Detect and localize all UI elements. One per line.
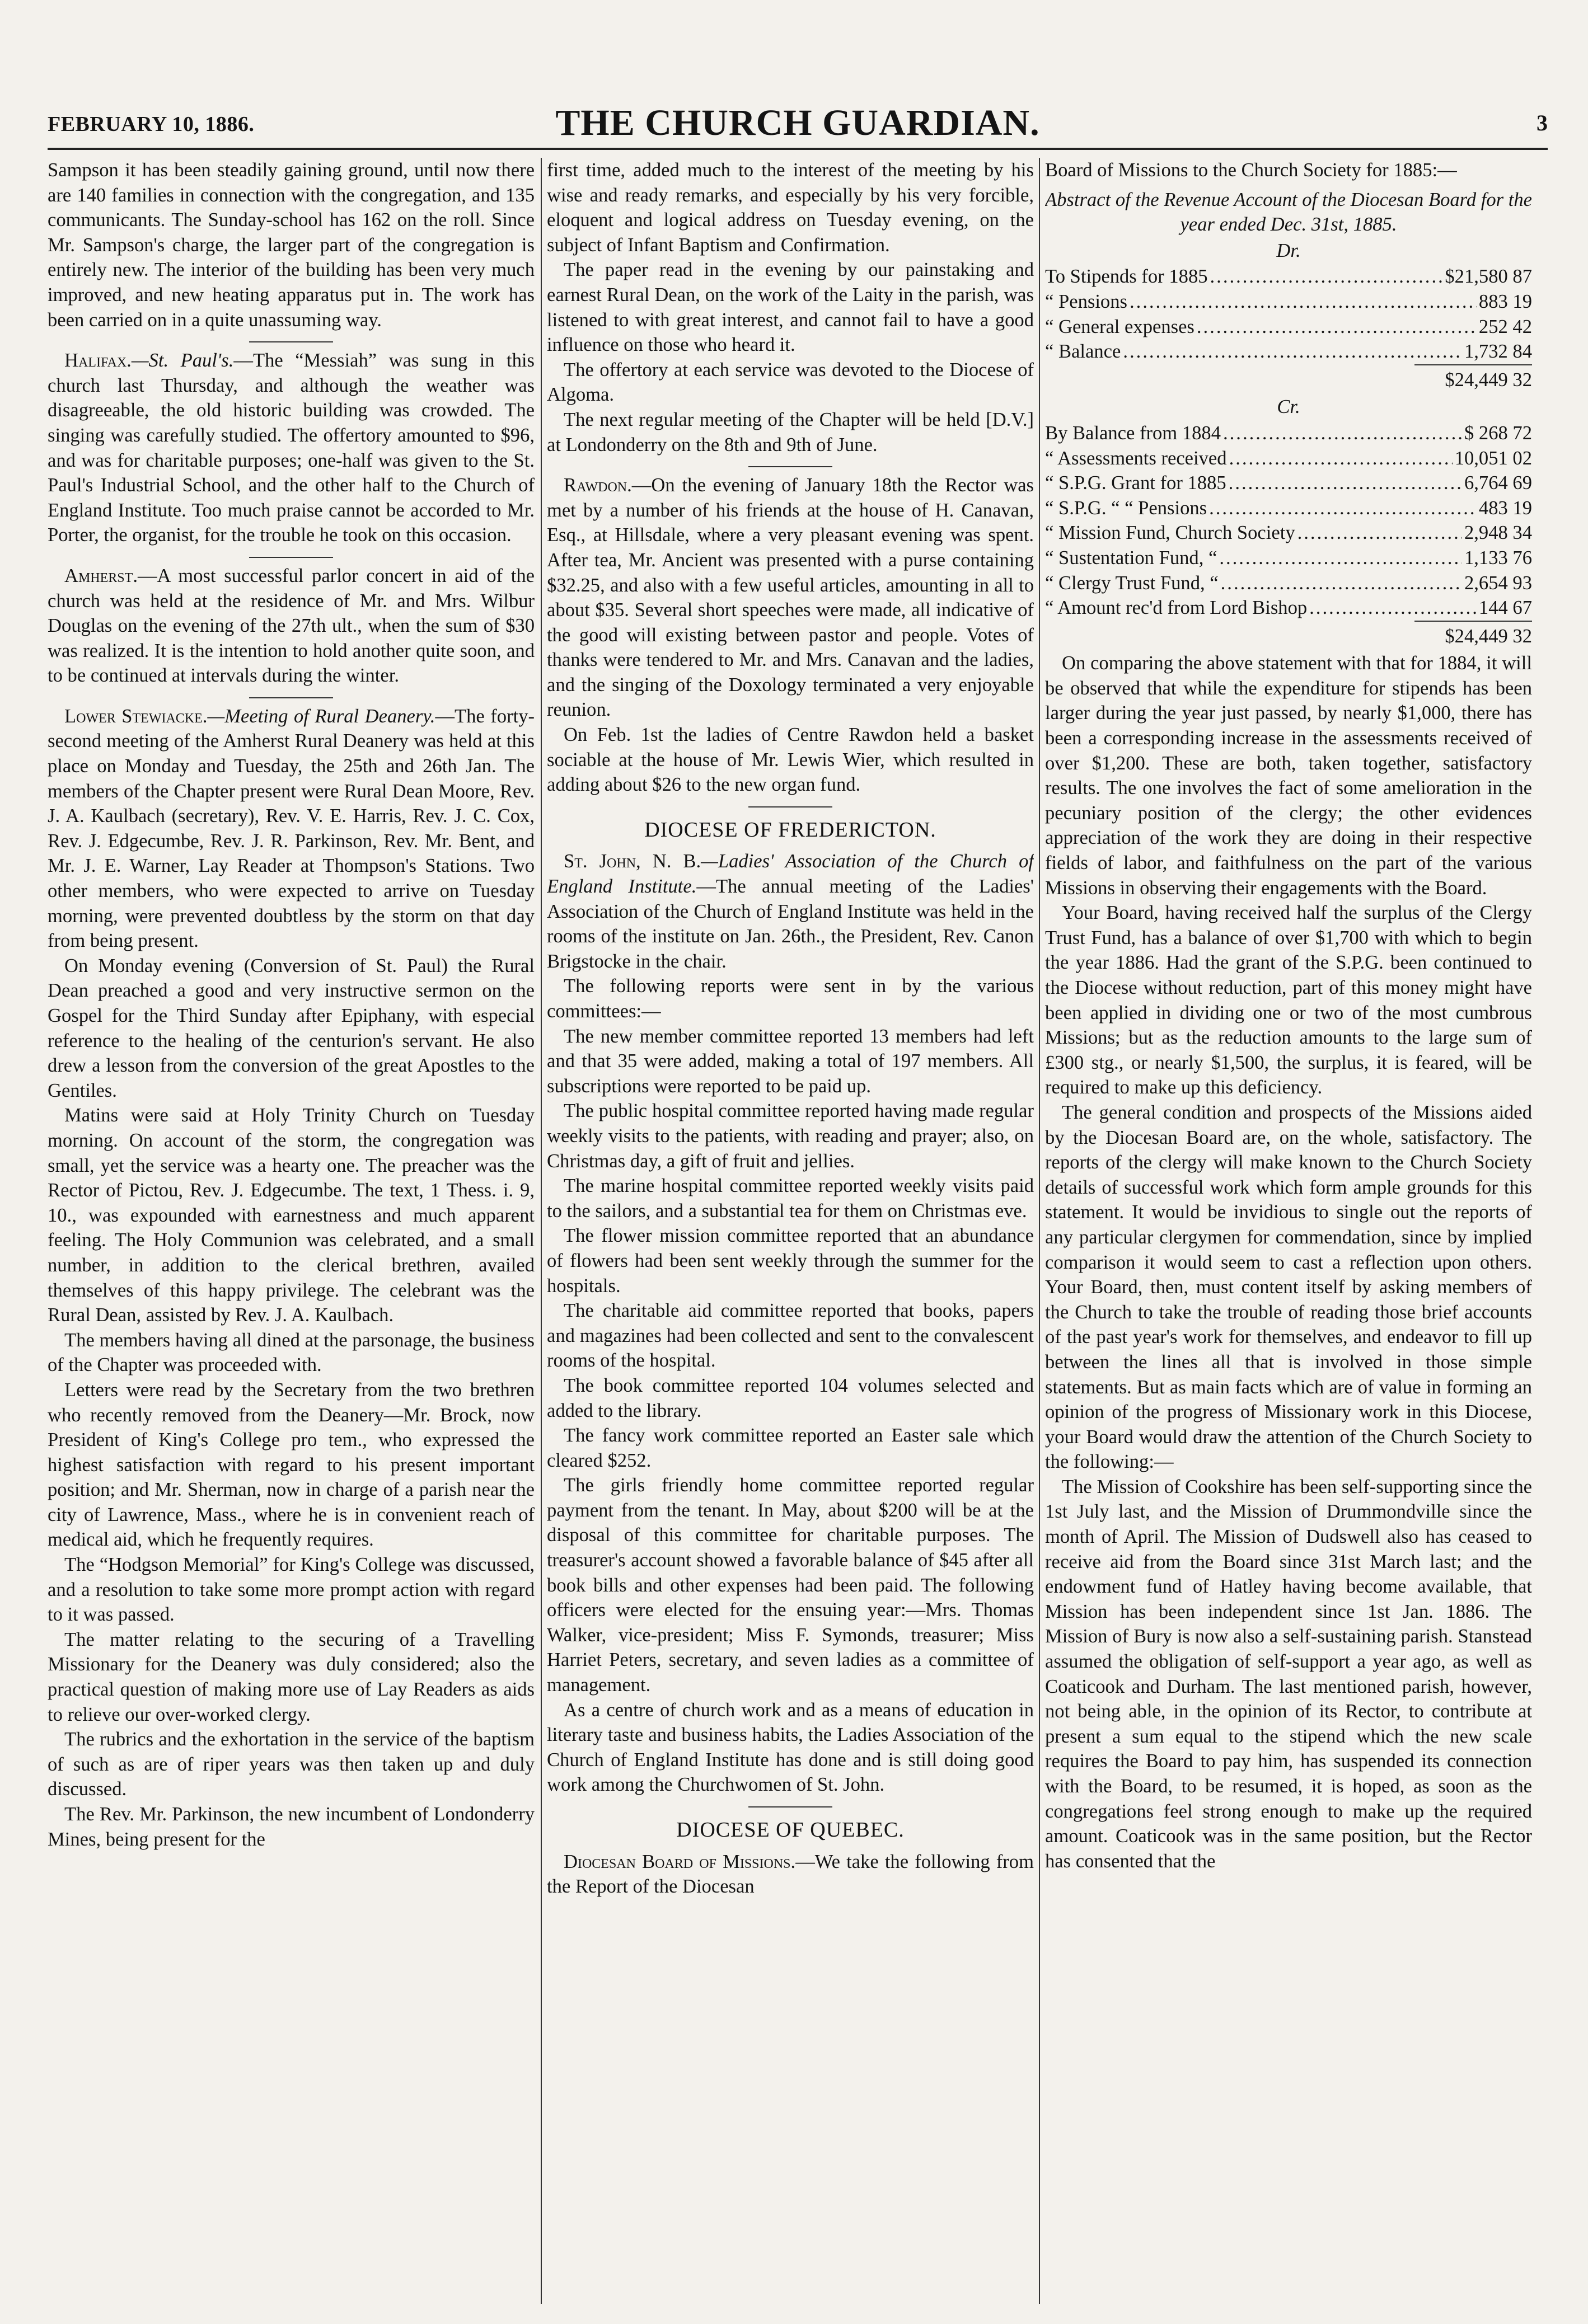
account-row bbox=[1045, 496, 1532, 521]
leader-dots bbox=[1123, 339, 1462, 364]
place-name: Rawdon. bbox=[564, 475, 632, 496]
column-3-body bbox=[1045, 651, 1532, 1874]
place-name: Halifax. bbox=[64, 350, 132, 372]
paragraph bbox=[48, 1378, 535, 1552]
leader-dots bbox=[1209, 496, 1477, 521]
account-amount: 2,654 93 bbox=[1464, 572, 1532, 594]
account-row bbox=[1045, 289, 1532, 314]
debit-entries bbox=[1045, 264, 1532, 364]
place-name: Amherst. bbox=[64, 565, 138, 586]
paragraph bbox=[547, 1298, 1034, 1373]
paragraph bbox=[547, 1473, 1034, 1697]
account-label: By Balance from 1884 bbox=[1045, 422, 1221, 444]
paragraph-text: —The forty-second meeting of the Amherst Rural Deanery was held at this place on Monday and Tuesday, the 25th and 26th Jan. The members of the Chapter present were Rural Dean Moore, Rev. J. A. Kaulbach (secretary), Rev. V. E. Harris, Rev. J. C. Cox, Rev. J. Edgecumbe, Rev. J. R. Parkinson, Rev. Mr. Bent, and Mr. J. E. Warner, Lay Reader at Thompson's Stations. Two other members, who were expected to arrive on Tuesday morning, were prevented doubtless by the storm on that day from being present. bbox=[48, 705, 535, 952]
account-amount: 1,133 76 bbox=[1464, 547, 1532, 569]
paragraph bbox=[547, 1024, 1034, 1099]
issue-date: FEBRUARY 10, 1886. bbox=[48, 112, 255, 136]
leader-dots bbox=[1229, 446, 1453, 471]
paragraph bbox=[1045, 900, 1532, 1100]
paragraph-text: Matins were said at Holy Trinity Church on Tuesday morning. On account of the storm, the congregation was small, yet the service was a hearty one. The preacher was the Rector of Pictou, Rev. J. Edgecumbe. The text, 1 Thess. i. 9, 10., was expounded with earnestness and much apparent feeling. The Holy Communion was celebrated, and a small number, in addition to the clerical brethren, availed themselves of this happy privilege. The celebrant was the Rural Dean, assisted by Rev. J. A. Kaulbach. bbox=[48, 1105, 535, 1326]
paragraph-text: The rubrics and the exhortation in the service of the baptism of such as are of riper years was then taken up and duly discussed. bbox=[48, 1729, 535, 1800]
leader-dots bbox=[1309, 595, 1477, 621]
paragraph bbox=[547, 407, 1034, 457]
account-row bbox=[1045, 446, 1532, 471]
masthead-rule bbox=[48, 148, 1548, 150]
paragraph-text: On Monday evening (Conversion of St. Paul) the Rural Dean preached a good and very instructive sermon on the Gospel for the Third Sunday after Epiphany, with especial reference to the healing of the centurion's servant. He also drew a lesson from the conversion of the great Apostles to the Gentiles. bbox=[48, 955, 535, 1101]
paragraph bbox=[1045, 1100, 1532, 1475]
masthead bbox=[48, 100, 1548, 150]
paragraph bbox=[48, 1727, 535, 1802]
paragraph bbox=[547, 722, 1034, 797]
paragraph bbox=[1045, 651, 1532, 900]
total-rule bbox=[1414, 364, 1532, 365]
paragraph bbox=[547, 1698, 1034, 1797]
paragraph-text: The next regular meeting of the Chapter will be held [D.V.] at Londonderry on the 8th and 9th of June. bbox=[547, 409, 1034, 456]
paragraph bbox=[48, 1552, 535, 1627]
paragraph-text: Your Board, having received half the surplus of the Clergy Trust Fund, has a balance of over $1,700 with which to begin the year 1886. Had the grant of the S.P.G. been continued to the Diocese without reduction, part of this money might have been applied in dividing one or two of the most cumbrous Missions; but as the reduction amounts to the large sum of £300 stg., or nearly $1,500, the surplus, it is feared, will be required to make up this deficiency. bbox=[1045, 902, 1532, 1098]
account-amount: 1,732 84 bbox=[1464, 341, 1532, 363]
paragraph bbox=[547, 1223, 1034, 1298]
section-separator bbox=[249, 341, 333, 342]
total-rule bbox=[1414, 621, 1532, 622]
account-label: “ Assessments received bbox=[1045, 447, 1227, 469]
paragraph-text: —A most successful parlor concert in aid of the church was held at the residence of Mr. and Mrs. Wilbur Douglas on the evening of the 27th ult., when the sum of $30 was realized. It is the intention to hold another quite soon, and to be continued at intervals during the winter. bbox=[48, 565, 535, 687]
paragraph bbox=[1045, 1475, 1532, 1874]
place-name: St. John, N. B. bbox=[564, 851, 701, 872]
paragraph-text: The Mission of Cookshire has been self-supporting since the 1st July last, and the Mission of Drummondville since the month of April. The Mission of Dudswell also has ceased to receive aid from the Board since 31st March last; and the endowment fund of Hatley having become available, that Mission has been independent since 1st Jan. 1886. The Mission of Bury is now also a self-sustaining parish. Stanstead assumed the obligation of self-support a year ago, as well as Coaticook and Durham. The last mentioned parish, however, not being able, in the opinion of its Rector, to contribute at present a sum equal to the stipend which the new scale requires the Board to pay him, has suspended its connection with the Board, to be resumed, it is hoped, as soon as the congregations feel strong enough to make up the required amount. Coaticook was in the same position, but the Rector has consented that the bbox=[1045, 1476, 1532, 1872]
paragraph-text: —We take the following from the Report of the Diocesan bbox=[547, 1851, 1034, 1898]
account-row bbox=[1045, 421, 1532, 446]
leader-dots bbox=[1229, 471, 1462, 496]
section-separator bbox=[249, 557, 333, 558]
account-amount: $21,580 87 bbox=[1445, 266, 1532, 288]
leader-dots bbox=[1221, 571, 1462, 596]
paragraph-text: The new member committee reported 13 members had left and that 35 were added, making a total of 197 members. All subscriptions were reported to be paid up. bbox=[547, 1025, 1034, 1097]
paragraph bbox=[48, 564, 535, 688]
paragraph bbox=[547, 849, 1034, 974]
account-label: “ General expenses bbox=[1045, 316, 1194, 337]
paragraph-text: The paper read in the evening by our painstaking and earnest Rural Dean, on the work of the Laity in the parish, was listened to with great interest, and cannot fail to have a good influence on those who heard it. bbox=[547, 259, 1034, 356]
leader-dots bbox=[1219, 546, 1462, 571]
paragraph-text: The members having all dined at the parsonage, the business of the Chapter was proceeded with. bbox=[48, 1329, 535, 1376]
paragraph bbox=[547, 974, 1034, 1024]
paragraph: Board of Missions to the Church Society for 1885:— bbox=[1045, 159, 1457, 181]
newspaper-title: THE CHURCH GUARDIAN. bbox=[555, 102, 1040, 143]
account-amount: 883 19 bbox=[1478, 290, 1532, 312]
leader-dots bbox=[1297, 520, 1462, 546]
paragraph-text: The Rev. Mr. Parkinson, the new incumbent of Londonderry Mines, being present for the bbox=[48, 1804, 535, 1850]
paragraph bbox=[48, 1802, 535, 1852]
paragraph-text: The book committee reported 104 volumes selected and added to the library. bbox=[547, 1374, 1034, 1421]
paragraph bbox=[547, 1173, 1034, 1223]
paragraph bbox=[48, 954, 535, 1104]
account-label: “ Clergy Trust Fund, “ bbox=[1045, 572, 1219, 594]
account-amount: 144 67 bbox=[1478, 597, 1532, 619]
paragraph-text: The “Hodgson Memorial” for King's College was discussed, and a resolution to take some more prompt action with regard to it was passed. bbox=[48, 1554, 535, 1626]
paragraph-text: The fancy work committee reported an Easter sale which cleared $252. bbox=[547, 1425, 1034, 1471]
page-number: 3 bbox=[1537, 110, 1548, 135]
leader-dots bbox=[1197, 314, 1477, 340]
paragraph-text: The following reports were sent in by the various committees:— bbox=[547, 975, 1034, 1022]
subtitle: —Ladies' Association of the Church of England Institute. bbox=[547, 851, 1034, 898]
column-divider bbox=[1039, 158, 1040, 2304]
account-row bbox=[1045, 314, 1532, 340]
paragraph bbox=[48, 1627, 535, 1727]
paragraph bbox=[48, 158, 535, 332]
account-row bbox=[1045, 471, 1532, 496]
paragraph-text: The public hospital committee reported having made regular weekly visits to the patients, with reading and prayer; also, on Christmas day, a gift of fruit and jellies. bbox=[547, 1100, 1034, 1172]
leader-dots bbox=[1130, 289, 1477, 314]
account-label: “ Amount rec'd from Lord Bishop bbox=[1045, 597, 1308, 619]
column-1 bbox=[48, 158, 535, 2304]
section-separator bbox=[748, 806, 832, 807]
paragraph bbox=[547, 158, 1034, 257]
column-2 bbox=[547, 158, 1034, 2304]
account-row bbox=[1045, 546, 1532, 571]
paragraph-text: On comparing the above statement with that for 1884, it will be observed that while the expenditure for stipends has been larger during the year just passed, by nearly $1,000, there has been a corresponding increase in the assessments received of over $1,200. These are both, taken together, satisfactory results. The one involves the fact of some amelioration in the pecuniary position of the clergy; the other evidences appreciation of the work they are doing in their respective fields of labor, and faithfulness on the part of the various Missions in observing their engagements with the Board. bbox=[1045, 652, 1532, 899]
paragraph-text: As a centre of church work and as a means of education in literary taste and business habits, the Ladies Association of the Church of England Institute has done and is still doing good work among the Churchwomen of St. John. bbox=[547, 1699, 1034, 1796]
subtitle: —Meeting of Rural Deanery. bbox=[207, 705, 435, 727]
paragraph-text: The marine hospital committee reported weekly visits paid to the sailors, and a substantial tea for them on Christmas eve. bbox=[547, 1175, 1034, 1222]
debit-total: $24,449 32 bbox=[1445, 369, 1532, 391]
account-amount: 10,051 02 bbox=[1454, 447, 1532, 469]
account-label: To Stipends for 1885 bbox=[1045, 266, 1208, 288]
credit-total: $24,449 32 bbox=[1445, 625, 1532, 647]
debit-label: Dr. bbox=[1276, 240, 1301, 261]
paragraph bbox=[48, 348, 535, 548]
section-heading: DIOCESE OF QUEBEC. bbox=[676, 1818, 905, 1842]
section-separator bbox=[748, 1806, 832, 1807]
abstract-title: Abstract of the Revenue Account of the Diocesan Board for the year ended Dec. 31st, 1885. bbox=[1045, 189, 1532, 236]
account-label: “ S.P.G. Grant for 1885 bbox=[1045, 472, 1226, 494]
section-heading: DIOCESE OF FREDERICTON. bbox=[644, 818, 936, 842]
account-row bbox=[1045, 520, 1532, 546]
account-label: “ Balance bbox=[1045, 341, 1121, 363]
account-amount: 252 42 bbox=[1478, 316, 1532, 337]
paragraph-text: Letters were read by the Secretary from the two brethren who recently removed from the Deanery—Mr. Brock, now President of King's College pro tem., who expressed the highest satisfaction with regard to his present important position; and Mr. Sherman, now in charge of a parish near the city of Lawrence, Mass., where he is in convenient reach of medical aid, which he frequently requires. bbox=[48, 1379, 535, 1551]
paragraph-text: The matter relating to the securing of a Travelling Missionary for the Deanery was duly considered; also the practical question of making more use of Lay Readers as aids to relieve our over-worked clergy. bbox=[48, 1628, 535, 1725]
subtitle: —St. Paul's. bbox=[131, 350, 234, 372]
section-separator bbox=[249, 697, 333, 698]
column-3 bbox=[1045, 158, 1532, 2304]
account-label: “ S.P.G. “ “ Pensions bbox=[1045, 497, 1207, 519]
paragraph-text: The girls friendly home committee reported regular payment from the tenant. In May, about $200 will be at the disposal of this committee for charitable purposes. The treasurer's account showed a favorable balance of $45 after all book bills and other expenses had been paid. The following officers were elected for the ensuing year:—Mrs. Thomas Walker, vice-president; Miss F. Symonds, treasurer; Miss Harriet Peters, secretary, and seven ladies as a committee of management. bbox=[547, 1475, 1034, 1696]
paragraph-text: —The “Messiah” was sung in this church last Thursday, and although the weather was disagreeable, the old historic building was crowded. The singing was carefully studied. The offertory amounted to $96, and was for charitable purposes; one-half was given to the St. Paul's Industrial School, and the other half to the Church of England Institute. Too much praise cannot be accorded to Mr. Porter, the organist, for the trouble he took on this occasion. bbox=[48, 350, 535, 546]
paragraph-text: The offertory at each service was devoted to the Diocese of Algoma. bbox=[547, 359, 1034, 406]
account-label: “ Sustentation Fund, “ bbox=[1045, 547, 1217, 569]
paragraph bbox=[547, 1098, 1034, 1173]
paragraph bbox=[547, 358, 1034, 407]
paragraph-text: The charitable aid committee reported that books, papers and magazines had been collected and sent to the convalescent rooms of the hospital. bbox=[547, 1300, 1034, 1372]
paragraph bbox=[48, 1328, 535, 1378]
account-label: “ Pensions bbox=[1045, 290, 1127, 312]
revenue-abstract bbox=[1045, 187, 1532, 649]
credit-entries bbox=[1045, 421, 1532, 621]
place-name: Lower Stewiacke. bbox=[64, 705, 208, 727]
account-amount: $ 268 72 bbox=[1464, 422, 1532, 444]
section-separator bbox=[748, 466, 832, 467]
paragraph bbox=[547, 1849, 1034, 1899]
paragraph-text: —On the evening of January 18th the Rector was met by a number of his friends at the house of H. Canavan, Esq., at Hillsdale, where a very pleasant evening was spent. After tea, Mr. Ancient was presented with a purse containing $32.25, and also with a few useful articles, amounting in all to about $35. Several short speeches were made, all indicative of the good will existing between pastor and people. Votes of thanks were tendered to Mr. and Mrs. Canavan and the ladies, and the singing of the Doxology terminated a very enjoyable reunion. bbox=[547, 475, 1034, 721]
paragraph bbox=[547, 1423, 1034, 1473]
account-row bbox=[1045, 339, 1532, 364]
account-amount: 483 19 bbox=[1478, 497, 1532, 519]
account-amount: 6,764 69 bbox=[1464, 472, 1532, 494]
account-label: “ Mission Fund, Church Society bbox=[1045, 522, 1295, 544]
paragraph-text: Sampson it has been steadily gaining ground, until now there are 140 families in connection with the congregation, and 135 communicants. The Sunday-school has 162 on the roll. Since Mr. Sampson's charge, the larger part of the congregation is entirely new. The interior of the building has been very much improved, and new heating apparatus put in. The work has been carried on in a quite unassuming way. bbox=[48, 159, 535, 331]
paragraph bbox=[48, 1103, 535, 1327]
paragraph bbox=[48, 704, 535, 954]
leader-dots bbox=[1223, 421, 1462, 446]
paragraph bbox=[547, 257, 1034, 357]
paragraph bbox=[547, 1373, 1034, 1423]
account-row bbox=[1045, 571, 1532, 596]
leader-dots bbox=[1210, 264, 1443, 289]
column-divider bbox=[541, 158, 542, 2304]
paragraph-text: The general condition and prospects of the Missions aided by the Diocesan Board are, on the whole, satisfactory. The reports of the clergy will make known to the Church Society details of successful work which form ample grounds for this statement. It would be invidious to single out the reports of any particular clergymen for commendation, since by implied comparison it would seem to cast a reflection upon others. Your Board, then, must content itself by asking members of the Church to take the trouble of reading those brief accounts of the past year's work for themselves, and endeavor to fill up between the lines all that is involved in those simple statements. But as main facts which are of value in forming an opinion of the progress of Missionary work in this Diocese, your Board would draw the attention of the Church Society to the following:— bbox=[1045, 1101, 1532, 1473]
paragraph bbox=[547, 473, 1034, 722]
account-row bbox=[1045, 264, 1532, 289]
paragraph-text: —The annual meeting of the Ladies' Association of the Church of England Institute was held in the rooms of the institute on Jan. 26th., the President, Rev. Canon Brigstocke in the chair. bbox=[547, 876, 1034, 972]
place-name: Diocesan Board of Missions. bbox=[564, 1851, 796, 1872]
account-row bbox=[1045, 595, 1532, 621]
paragraph-text: On Feb. 1st the ladies of Centre Rawdon held a basket sociable at the house of Mr. Lewis Wier, which resulted in adding about $26 to the new organ fund. bbox=[547, 724, 1034, 796]
account-amount: 2,948 34 bbox=[1464, 522, 1532, 544]
credit-label: Cr. bbox=[1277, 396, 1300, 418]
paragraph-text: The flower mission committee reported that an abundance of flowers had been sent weekly through the summer for the hospitals. bbox=[547, 1225, 1034, 1297]
paragraph-text: first time, added much to the interest of the meeting by his wise and ready remarks, and especially by his very forcible, eloquent and logical address on Tuesday evening, on the subject of Infant Baptism and Confirmation. bbox=[547, 159, 1034, 256]
